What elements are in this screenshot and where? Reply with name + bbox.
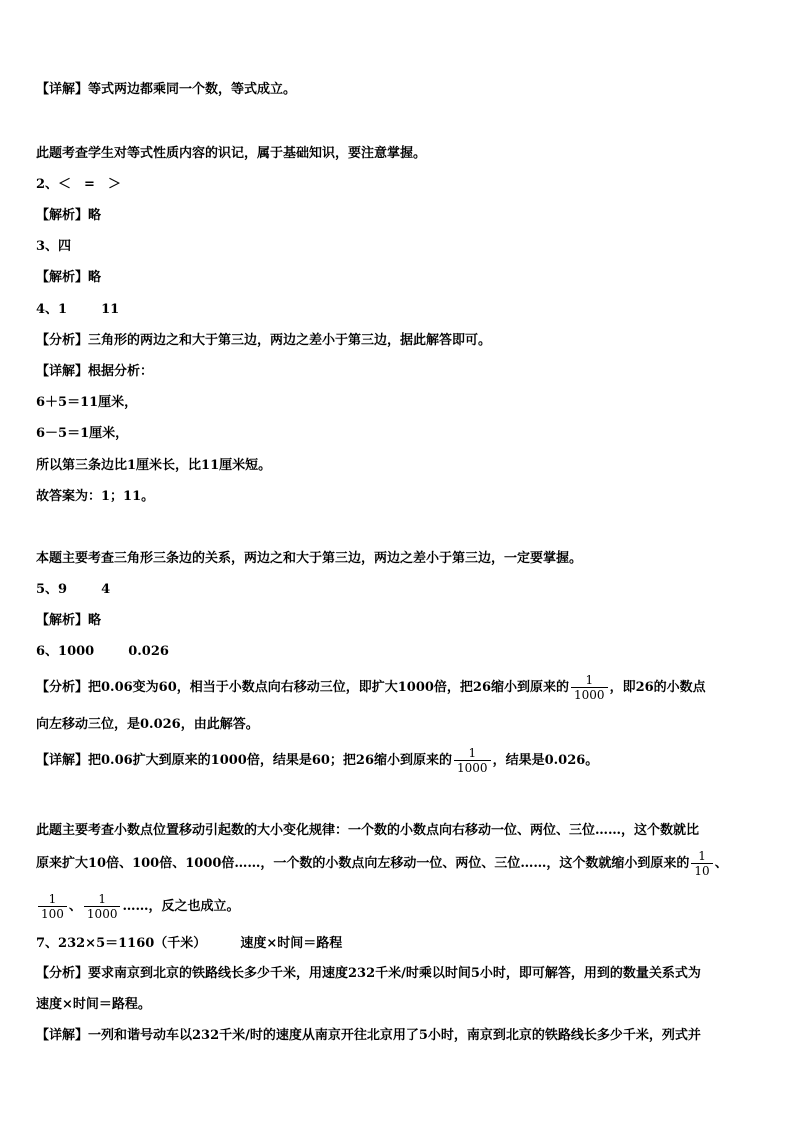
fraction-1-1000: $\frac{1}{1000}$ (84, 892, 121, 921)
line-analysis-7: 【分析】要求南京到北京的铁路线长多少千米，用速度232千米/时乘以时间5小时，即可解答，用到的数量关系式为 (36, 966, 701, 981)
line-summary-decimal-cont: 原来扩大10倍、100倍、1000倍……，一个数的小数点向左移动一位、两位、三位……，这个数就缩小到原来的 $\frac{1}{10}$ 、 (36, 849, 728, 878)
line-summary-decimal: 此题主要考查小数点位置移动引起数的大小变化规律：一个数的小数点向右移动一位、两位、三位……，这个数就比 (36, 823, 700, 838)
fraction-1-1000: $\frac{1}{1000}$ (571, 673, 608, 702)
line-answer-7: 7、232×5＝1160（千米） 速度×时间＝路程 (36, 936, 343, 951)
line-summary-triangle: 本题主要考查三角形三条边的关系，两边之和大于第三边，两边之差小于第三边，一定要掌握。 (36, 551, 583, 566)
line-analysis-3: 【解析】略 (36, 270, 102, 285)
line-analysis-4: 【分析】三角形的两边之和大于第三边，两边之差小于第三边，据此解答即可。 (36, 333, 492, 348)
line-analysis-6: 【分析】把0.06变为60，相当于小数点向右移动三位，即扩大1000倍，把26缩小到原来的 $\frac{1}{1000}$ ，即26的小数点 (36, 673, 706, 702)
line-detail-6: 【详解】把0.06扩大到原来的1000倍，结果是60；把26缩小到原来的 $\frac{1}{1000}$ ，结果是0.026。 (36, 746, 599, 775)
line-answer-2: 2、＜ = ＞ (36, 177, 121, 192)
line-summary-decimal-fractions: $\frac{1}{100}$ 、 $\frac{1}{1000}$ ……，反之也成立。 (36, 892, 764, 921)
line-answer-6: 6、1000 0.026 (36, 644, 169, 659)
fraction-1-100: $\frac{1}{100}$ (38, 892, 67, 921)
line-summary-equation: 此题考查学生对等式性质内容的识记，属于基础知识，要注意掌握。 (36, 146, 427, 161)
line-detail-7: 【详解】一列和谐号动车以232千米/时的速度从南京开往北京用了5小时，南京到北京的铁路线长多少千米，列式并 (36, 1028, 701, 1043)
line-analysis-6-cont: 向左移动三位，是0.026，由此解答。 (36, 717, 259, 732)
line-analysis-2: 【解析】略 (36, 208, 102, 223)
line-calc-sum: 6＋5＝11厘米， (36, 395, 138, 410)
line-detail-4: 【详解】根据分析： (36, 364, 154, 379)
line-answer-3: 3、四 (36, 239, 72, 254)
fraction-1-10: $\frac{1}{10}$ (691, 849, 712, 878)
line-analysis-7-cont: 速度×时间＝路程。 (36, 997, 151, 1012)
line-final-answer-4: 故答案为：1；11。 (36, 489, 155, 504)
line-conclusion-4: 所以第三条边比1厘米长，比11厘米短。 (36, 458, 272, 473)
line-answer-5: 5、9 4 (36, 582, 111, 597)
line-calc-diff: 6－5＝1厘米， (36, 426, 129, 441)
line-analysis-5: 【解析】略 (36, 613, 102, 628)
line-answer-4: 4、1 11 (36, 302, 120, 317)
line-detail-equation: 【详解】等式两边都乘同一个数，等式成立。 (36, 82, 297, 97)
fraction-1-1000: $\frac{1}{1000}$ (454, 746, 491, 775)
